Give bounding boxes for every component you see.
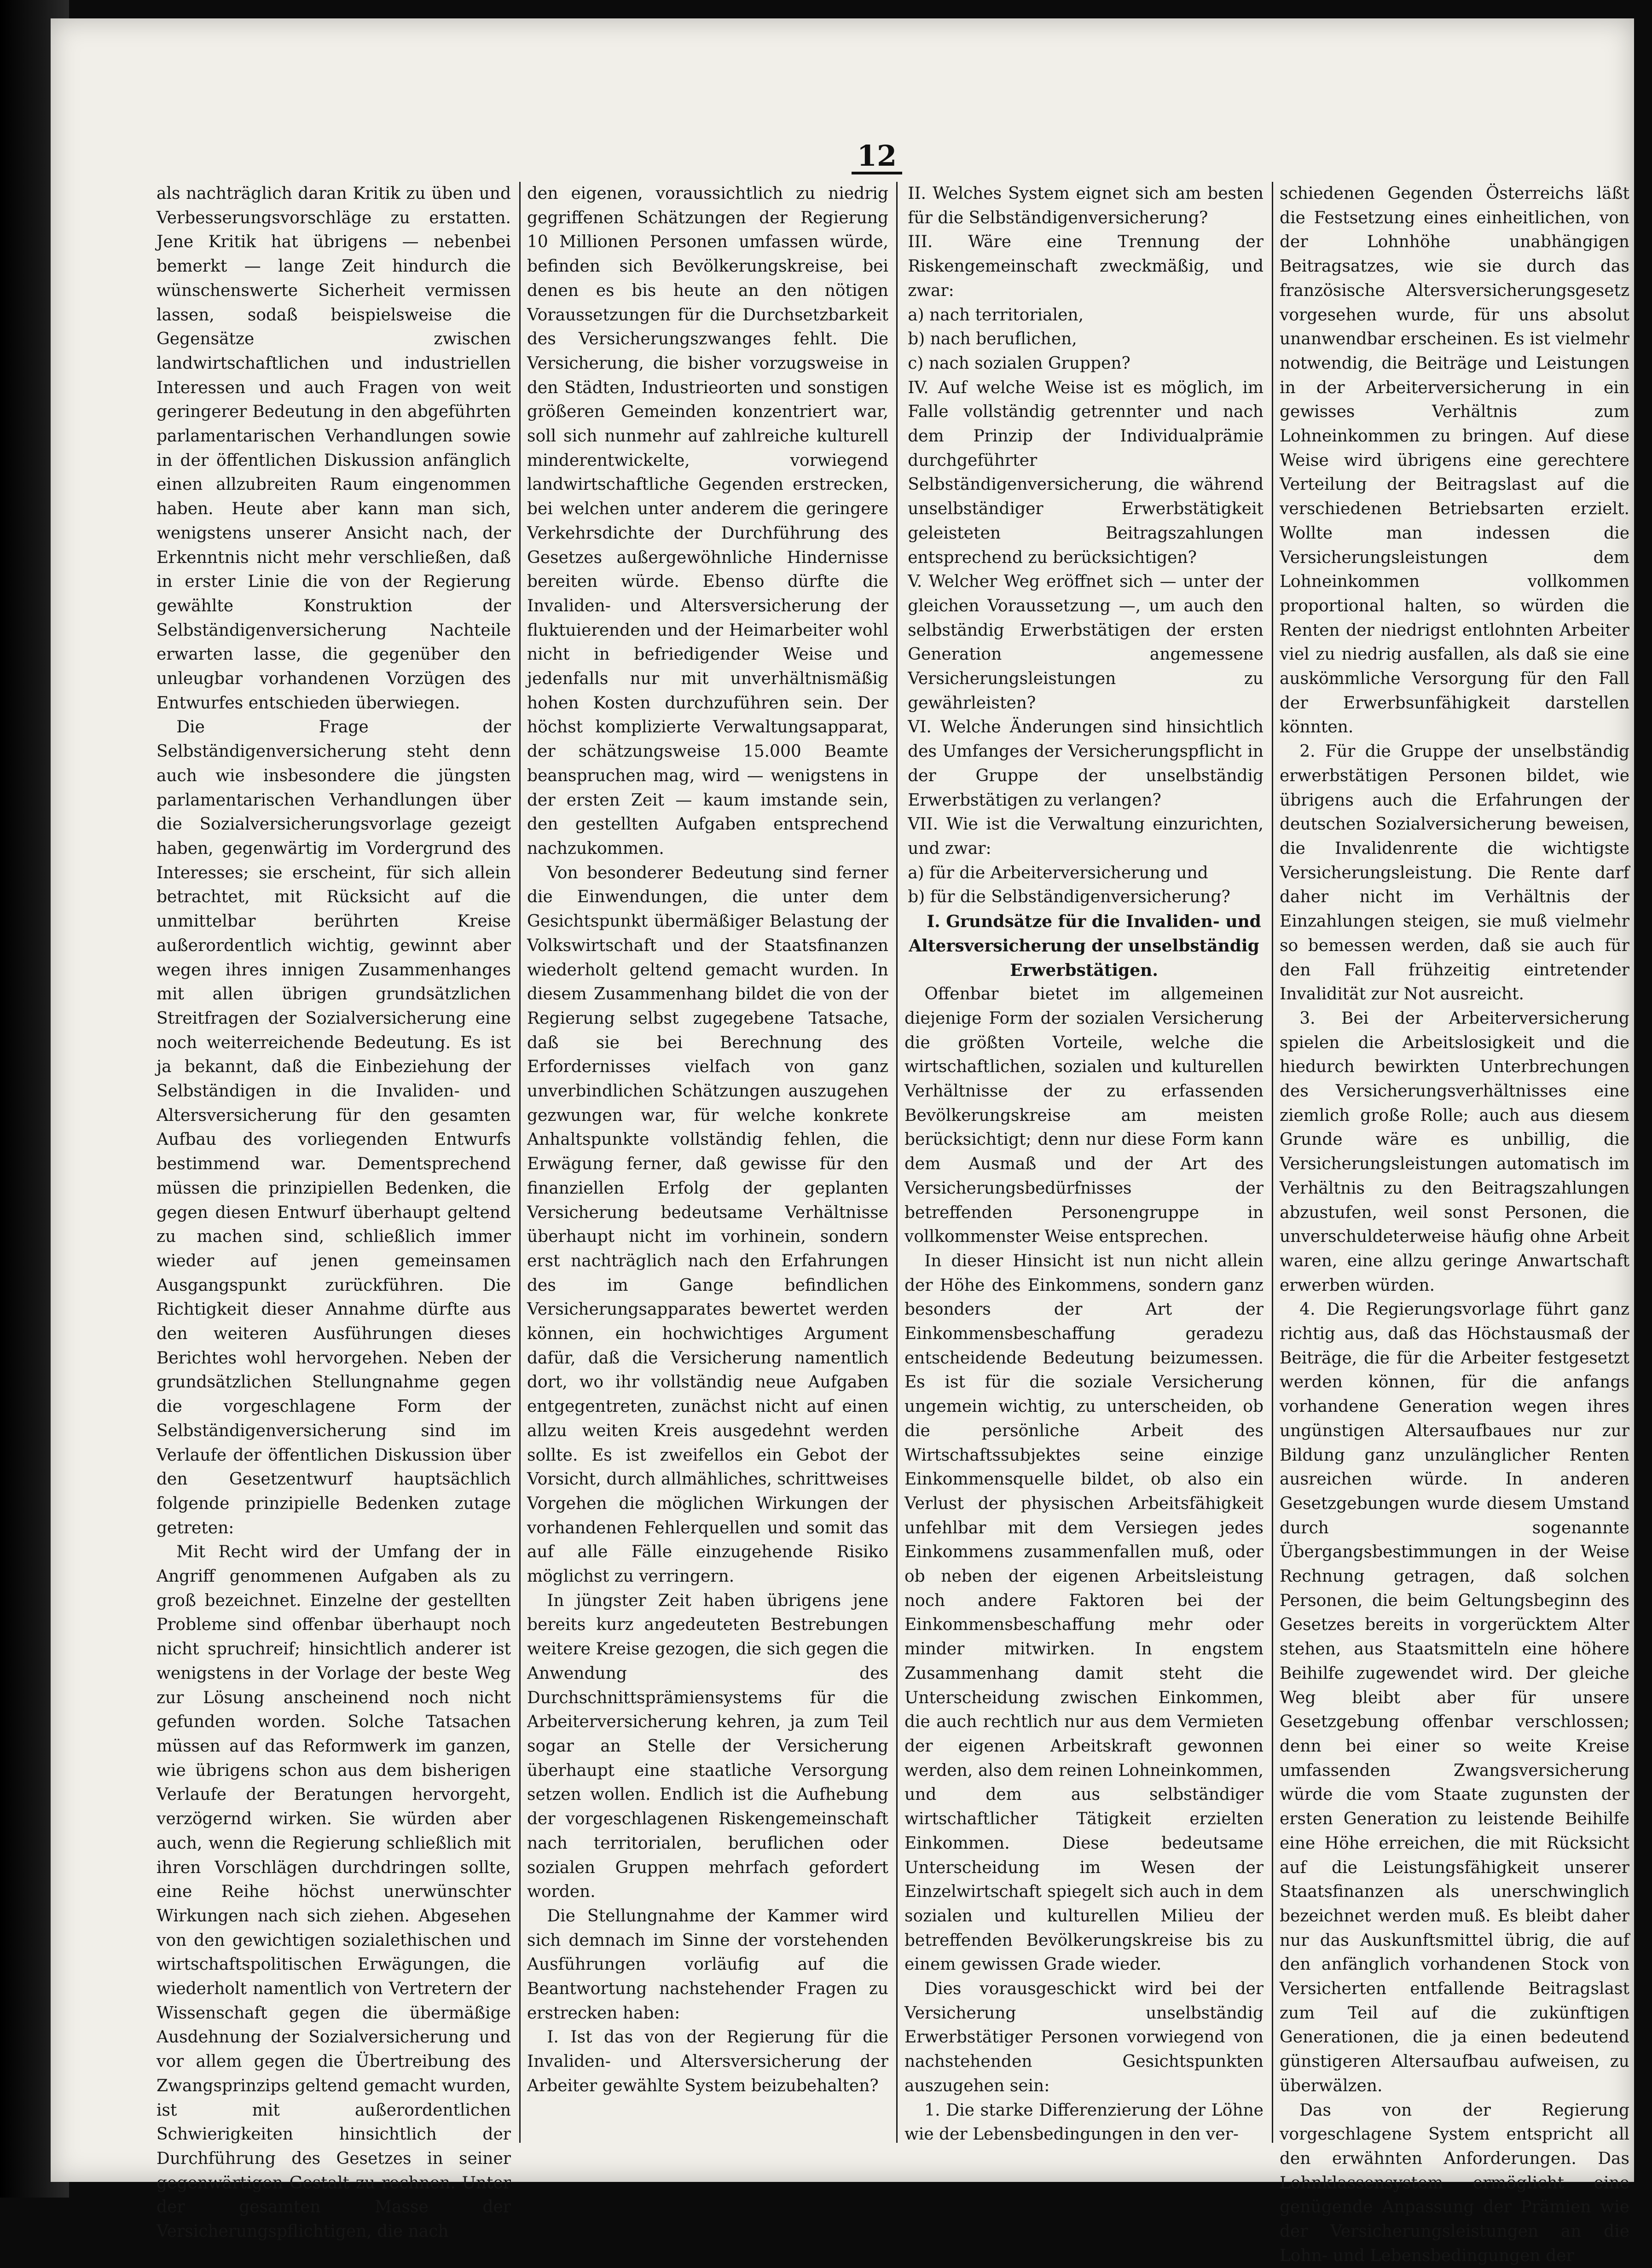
paragraph: Offenbar bietet im allgemeinen diejenige Form der sozialen Versicherung die größten Vorteile, welche die wirtschaftlichen, sozialen und kulturellen Verhältnisse der zu erfassenden Bevölkerungskreise am meisten berücksichtigt; denn nur diese Form kann dem Ausmaß und der Art des Versicherungsbedürfnisses der betreffenden Personengruppe in vollkommenster Weise entsprechen.: [904, 985, 1264, 1247]
question-subitem: a) für die Arbeiterversicherung und: [908, 863, 1208, 882]
question-subitem: b) für die Selbständigenversicherung?: [908, 887, 1230, 907]
page-number: 12: [852, 140, 902, 174]
text-column-1: [157, 182, 511, 2241]
paragraph: als nachträglich daran Kritik zu üben und Verbesserungsvorschläge zu erstatten. Jene Kritik hat übrigens — nebenbei bemerkt — lange Zeit hindurch die wünschenswerte Sicherheit vermissen lassen, sodaß beispielsweise die Gegensätze zwischen landwirtschaftlichen und industriellen Interessen und auch Fragen von weit geringerer Bedeutung in den abgeführten parlamentarischen Verhandlungen sowie in der öffentlichen Diskussion anfänglich einen allzubreiten Raum eingenommen haben. Heute aber kann man sich, wenigstens unserer Ansicht nach, der Erkenntnis nicht mehr verschließen, daß in erster Linie die von der Regierung gewählte Konstruktion der Selbständigenversicherung Nachteile erwarten lasse, die gegenüber den unleugbar vorhandenen Vorzügen des Entwurfes entschieden überwiegen.: [157, 184, 511, 713]
question-list: [904, 182, 1264, 910]
text-column-2: [527, 182, 888, 2138]
question-item: V. Welcher Weg eröffnet sich — unter der gleichen Voraussetzung —, um auch den selbständig Erwerbstätigen der ersten Generation angemessene Versicherungsleistungen zu gewährleisten?: [908, 572, 1264, 713]
question-subitem: b) nach beruflichen,: [908, 330, 1077, 349]
paragraph: Mit Recht wird der Umfang der in Angriff genommenen Aufgaben als zu groß bezeichnet. Einzelne der gestellten Probleme sind offenbar überhaupt noch nicht spruchreif; hinsichtlich anderer ist wenigstens in der Vorlage der beste Weg zur Lösung anscheinend noch nicht gefunden worden. Solche Tatsachen müssen auf das Reformwerk im ganzen, wie übrigens schon aus dem bisherigen Verlaufe der Beratungen hervorgeht, verzögernd wirken. Sie würden aber auch, wenn die Regierung schließlich mit ihren Vorschlägen durchdringen sollte, eine Reihe höchst unerwünschter Wirkungen nach sich ziehen. Abgesehen von den gewichtigen sozialethischen und wirtschaftspolitischen Erwägungen, die wiederholt namentlich von Vertretern der Wissenschaft gegen die übermäßige Ausdehnung der Sozialversicherung und vor allem gegen die Übertreibung des Zwangsprinzips geltend gemacht wurden, ist mit außerordentlichen Schwierigkeiten hinsichtlich der Durchführung des Gesetzes in seiner gegenwärtigen Gestalt zu rechnen. Unter der gesamten Masse der Versicherungspflichtigen, die nach: [157, 1543, 511, 2241]
paragraph: schiedenen Gegenden Österreichs läßt die Festsetzung eines einheitlichen, von der Lohnhöhe unabhängigen Beitragsatzes, wie sie durch das französische Altersversicherungsgesetz vorgesehen wurde, für uns absolut unanwendbar erscheinen. Es ist vielmehr notwendig, die Beiträge und Leistungen in der Arbeiterversicherung in ein gewisses Verhältnis zum Lohneinkommen zu bringen. Auf diese Weise wird übrigens eine gerechtere Verteilung der Beitragslast auf die verschiedenen Betriebsarten erzielt. Wollte man indessen die Versicherungsleistungen dem Lohneinkommen vollkommen proportional halten, so würden die Renten der niedrigst entlohnten Arbeiter viel zu niedrig ausfallen, als daß sie eine auskömmliche Versorgung für den Fall der Erwerbsunfähigkeit darstellen könnten.: [1280, 184, 1629, 737]
text-column-4: [1280, 182, 1629, 2265]
paragraph: 3. Bei der Arbeiterversicherung spielen die Arbeitslosigkeit und die hiedurch bewirkten Unterbrechungen des Versicherungsverhältnisses eine ziemlich große Rolle; auch aus diesem Grunde wäre es unbillig, die Versicherungsleistungen automatisch im Verhältnis zu den Beitragszahlungen abzustufen, weil sonst Personen, die unverschuldeterweise häufig ohne Arbeit waren, eine allzu geringe Anwartschaft erwerben würden.: [1280, 1009, 1629, 1295]
question-item: VI. Welche Änderungen sind hinsichtlich des Umfanges der Versicherungspflicht in der Gruppe der unselbständig Erwerbstätigen zu verlangen?: [908, 718, 1264, 810]
paragraph: Die Stellungnahme der Kammer wird sich demnach im Sinne der vorstehenden Ausführungen vorläufig auf die Beantwortung nachstehender Fragen zu erstrecken haben:: [527, 1906, 888, 2023]
question-item: IV. Auf welche Weise ist es möglich, im Falle vollständig getrennter und nach dem Prinzip der Individualprämie durchgeführter Selbständigenversicherung, die während unselbständiger Erwerbstätigkeit geleisteten Beitragszahlungen entsprechend zu berücksichtigen?: [908, 378, 1264, 567]
question-subitem: c) nach sozialen Gruppen?: [908, 354, 1130, 373]
paragraph: In jüngster Zeit haben übrigens jene bereits kurz angedeuteten Bestrebungen weitere Kreise gezogen, die sich gegen die Anwendung des Durchschnittsprämiensystems für die Arbeiterversicherung kehren, ja zum Teil sogar an Stelle der Versicherung überhaupt eine staatliche Versorgung setzen wollen. Endlich ist die Aufhebung der vorgeschlagenen Riskengemeinschaft nach territorialen, beruflichen oder sozialen Gruppen mehrfach gefordert worden.: [527, 1591, 888, 1902]
paragraph: Das von der Regierung vorgeschlagene System entspricht all den erwähnten Anforderungen. Das Lohnklassensystem ermöglicht eine genügende Anpassung der Prämien wie der Versicherungsleistungen an die Lohn- und Lebensbedingungen der: [1280, 2100, 1629, 2265]
question-item: II. Welches System eignet sich am besten für die Selbständigenversicherung?: [908, 184, 1264, 227]
question-subitem: a) nach territorialen,: [908, 305, 1084, 325]
question-item: III. Wäre eine Trennung der Riskengemeinschaft zweckmäßig, und zwar:: [908, 232, 1264, 300]
paragraph: Von besonderer Bedeutung sind ferner die Einwendungen, die unter dem Gesichtspunkt übermäßiger Belastung der Volkswirtschaft und der Staatsfinanzen wiederholt geltend gemacht wurden. In diesem Zusammenhang bildet die von der Regierung selbst zugegebene Tatsache, daß sie bei Berechnung des Erfordernisses vielfach von ganz unverbindlichen Schätzungen auszugehen gezwungen war, für welche konkrete Anhaltspunkte vollständig fehlen, die Erwägung ferner, daß gewisse für den finanziellen Erfolg der geplanten Versicherung bedeutsame Verhältnisse überhaupt nicht im vorhinein, sondern erst nachträglich nach den Erfahrungen des im Gange befindlichen Versicherungsapparates bewertet werden können, ein hochwichtiges Argument dafür, daß die Versicherung namentlich dort, wo ihr vollständig neue Aufgaben entgegentreten, zunächst nicht auf einen allzu weiten Kreis ausgedehnt werden sollte. Es ist zweifellos ein Gebot der Vorsicht, durch allmähliches, schrittweises Vorgehen die möglichen Wirkungen der vorhandenen Fehlerquellen und somit das auf alle Fälle einzugehende Risiko möglichst zu verringern.: [527, 863, 888, 1586]
text-column-3: [904, 182, 1264, 2144]
paragraph: den eigenen, voraussichtlich zu niedrig gegriffenen Schätzungen der Regierung 10 Millionen Personen umfassen würde, befinden sich Bevölkerungskreise, bei denen es bis heute an den nötigen Voraussetzungen für die Durchsetzbarkeit des Versicherungszwanges fehlt. Die Versicherung, die bisher vorzugsweise in den Städten, Industrieorten und sonstigen größeren Gemeinden konzentriert war, soll sich nunmehr auf zahlreiche kulturell minderentwickelte, vorwiegend landwirtschaftliche Gegenden erstrecken, bei welchen unter anderem die geringere Verkehrsdichte der Durchführung des Gesetzes außergewöhnliche Hindernisse bereiten würde. Ebenso dürfte die Invaliden- und Altersversicherung der fluktuierenden und der Heimarbeiter wohl nicht in befriedigender Weise und jedenfalls nur mit unverhältnismäßig hohen Kosten durchzuführen sein. Der höchst komplizierte Verwaltungsapparat, der schätzungsweise 15.000 Beamte beanspruchen mag, wird — wenigstens in der ersten Zeit — kaum imstande sein, den gestellten Aufgaben entsprechend nachzukommen.: [527, 184, 888, 858]
paragraph: 1. Die starke Differenzierung der Löhne wie der Lebensbedingungen in den ver-: [904, 2100, 1264, 2144]
paragraph: 4. Die Regierungsvorlage führt ganz richtig aus, daß das Höchstausmaß der Beiträge, die für die Arbeiter festgesetzt werden können, für die anfangs vorhandene Generation wegen ihres ungünstigen Altersaufbaues nur zur Bildung ganz unzulänglicher Renten ausreichen würde. In anderen Gesetzgebungen wurde diesem Umstand durch sogenannte Übergangsbestimmungen in der Weise Rechnung getragen, daß solchen Personen, die beim Geltungsbeginn des Gesetzes bereits in vorgerücktem Alter stehen, aus Staatsmitteln eine höhere Beihilfe zugewendet wird. Der gleiche Weg bleibt aber für unsere Gesetzgebung offenbar verschlossen; denn bei einer so weite Kreise umfassenden Zwangsversicherung würde die vom Staate zugunsten der ersten Generation zu leistende Beihilfe eine Höhe erreichen, die mit Rücksicht auf die Leistungsfähigkeit unserer Staatsfinanzen als unerschwinglich bezeichnet werden muß. Es bleibt daher nur das Auskunftsmittel übrig, die auf den anfänglich vorhandenen Stock von Versicherten entfallende Beitragslast zum Teil auf die zukünftigen Generationen, die ja einen bedeutend günstigeren Altersaufbau aufweisen, zu überwälzen.: [1280, 1300, 1629, 2095]
question-item: I. Ist das von der Regierung für die Invaliden- und Altersversicherung der Arbeiter gewählte System beizubehalten?: [527, 2028, 888, 2095]
column-divider: [896, 182, 898, 2143]
column-divider: [1272, 182, 1273, 2143]
paragraph: In dieser Hinsicht ist nun nicht allein der Höhe des Einkommens, sondern ganz besonders der Art der Einkommensbeschaffung geradezu entscheidende Bedeutung beizumessen. Es ist für die soziale Versicherung ungemein wichtig, zu unterscheiden, ob die persönliche Arbeit des Wirtschaftssubjektes seine einzige Einkommensquelle bildet, ob also ein Verlust der physischen Arbeitsfähigkeit unfehlbar mit dem Versiegen jedes Einkommens zusammenfallen muß, oder ob neben der eigenen Arbeitsleistung noch andere Faktoren bei der Einkommensbeschaffung mehr oder minder mitwirken. In engstem Zusammenhang damit steht die Unterscheidung zwischen Einkommen, die auch rechtlich nur aus dem Vermieten der eigenen Arbeitskraft gewonnen werden, also dem reinen Lohneinkommen, und dem aus selbständiger wirtschaftlicher Tätigkeit erzielten Einkommen. Diese bedeutsame Unterscheidung im Wesen der Einzelwirtschaft spiegelt sich auch in dem sozialen und kulturellen Milieu der betreffenden Bevölkerungskreise bis zu einem gewissen Grade wieder.: [904, 1251, 1264, 1974]
section-heading: I. Grundsätze für die Invaliden- und Altersversicherung der unselbständig Erwerbstätigen.: [909, 912, 1261, 980]
paragraph: Dies vorausgeschickt wird bei der Versicherung unselbständig Erwerbstätiger Personen vorwiegend von nachstehenden Gesichtspunkten auszugehen sein:: [904, 1979, 1264, 2095]
question-item: VII. Wie ist die Verwaltung einzurichten, und zwar:: [908, 815, 1264, 858]
column-divider: [519, 182, 521, 2143]
paragraph: Die Frage der Selbständigenversicherung steht denn auch wie insbesondere die jüngsten parlamentarischen Verhandlungen über die Sozialversicherungsvorlage gezeigt haben, gegenwärtig im Vordergrund des Interesses; sie erscheint, für sich allein betrachtet, mit Rücksicht auf die unmittelbar berührten Kreise außerordentlich wichtig, gewinnt aber wegen ihres innigen Zusammenhanges mit allen übrigen grundsätzlichen Streitfragen der Sozialversicherung eine noch weiterreichende Bedeutung. Es ist ja bekannt, daß die Einbeziehung der Selbständigen in die Invaliden- und Altersversicherung für den gesamten Aufbau des vorliegenden Entwurfs bestimmend war. Dementsprechend müssen die prinzipiellen Bedenken, die gegen diesen Entwurf überhaupt geltend zu machen sind, schließlich immer wieder auf jenen gemeinsamen Ausgangspunkt zurückführen. Die Richtigkeit dieser Annahme dürfte aus den weiteren Ausführungen dieses Berichtes wohl hervorgehen. Neben der grundsätzlichen Stellungnahme gegen die vorgeschlagene Form der Selbständigenversicherung sind im Verlaufe der öffentlichen Diskussion über den Gesetzentwurf hauptsächlich folgende prinzipielle Bedenken zutage getreten:: [157, 718, 511, 1537]
paragraph: 2. Für die Gruppe der unselbständig erwerbstätigen Personen bildet, wie übrigens auch die Erfahrungen der deutschen Sozialversicherung beweisen, die Invalidenrente die wichtigste Versicherungsleistung. Die Rente darf daher nicht im Verhältnis der Einzahlungen steigen, sie muß vielmehr so bemessen werden, daß sie auch für den Fall frühzeitig eintretender Invalidität zur Not ausreicht.: [1280, 742, 1629, 1004]
